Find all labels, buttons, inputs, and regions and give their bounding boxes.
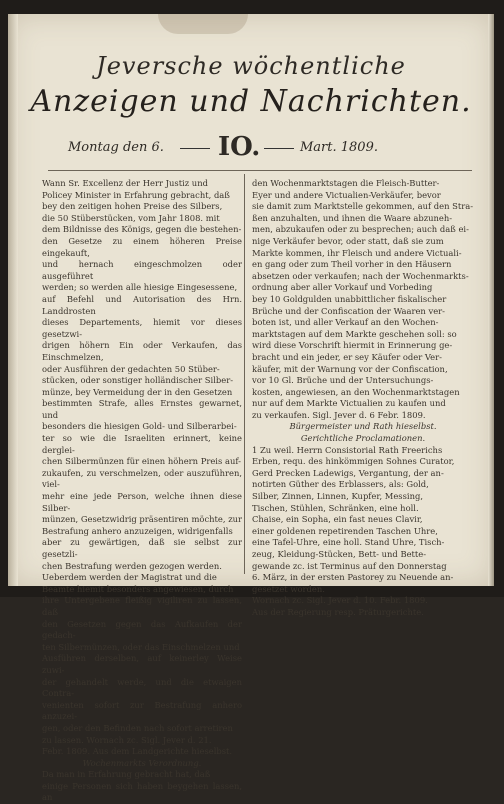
text-line: bey 10 Goldgulden unabbittlicher fiskalischer <box>252 293 447 304</box>
text-line: venienten sofort zur Bestrafung anhero anzuzei- <box>42 699 242 722</box>
text-line: sie damit zum Marktstelle gekommen, auf den Stra- <box>252 201 474 212</box>
header-divider <box>48 170 472 171</box>
text-line: chen Silbermünzen für einen höhern Preis auf- <box>42 456 241 467</box>
text-line: ten Silbermünzen, oder das Einschmelzen und <box>42 641 240 652</box>
text-line: boten ist, und aller Verkauf an den Wochen- <box>252 317 439 328</box>
text-line: notirten Güther des Erblassers, als: Gold, <box>252 479 429 490</box>
text-line: käufer, mit der Warnung vor der Confiscation, <box>252 363 448 374</box>
text-line: den Wochenmarktstagen die Fleisch-Butter- <box>252 178 440 188</box>
text-line: Erben, requ. des hinkömmigen Sohnes Curator, <box>252 456 455 467</box>
text-line: münze, bey Vermeidung der in den Gesetzen <box>42 386 233 397</box>
text-line: den Gesetze zu einem höheren Preise eingekauft, <box>42 235 242 258</box>
masthead-line-1: Jeversche wöchentliche <box>96 52 406 80</box>
text-line: und hernach eingeschmolzen oder ausgeführet <box>42 259 242 281</box>
text-line: einer goldenen repetirenden Taschen Uhre, <box>252 525 438 536</box>
text-line: kosten, angewiesen, an den Wochenmarktstagen <box>252 386 460 397</box>
text-line: ßen anzuhalten, und ihnen die Waare abzuneh- <box>252 212 453 223</box>
text-line: ter so wie die Israeliten erinnert, keine derglei- <box>42 433 242 455</box>
text-line: Wochenmarkts Verordnung. <box>82 757 202 768</box>
text-line: den Gesetzen gegen das Aufkaufen der gedach- <box>42 618 242 641</box>
text-line: absetzen oder verkaufen; nach der Wochenmarkts- <box>252 270 469 281</box>
issue-number: IO. <box>218 132 261 162</box>
text-line: Ausführen derselben, auf keinerley Weise zuwi- <box>42 653 242 675</box>
text-line: 6. März, in der ersten Pastorey zu Neuende an- <box>252 572 454 583</box>
text-line: zu verkaufen. Sigl. Jever d. 6 Febr. 1809. <box>252 409 426 420</box>
text-line: wird diese Vorschrift hiermit in Erinnerung ge- <box>252 340 453 351</box>
text-line: bestimmten Strafe, alles Ernstes gewarnet, und <box>42 398 242 420</box>
text-line: Policey Minister in Erfahrung gebracht, daß <box>42 189 230 200</box>
text-line: dieses Departements, hiemit vor dieses gesetzwi- <box>42 317 242 339</box>
text-line: zeug, Kleidung-Stücken, Bett- und Bette- <box>252 549 427 559</box>
text-line: Silber, Zinnen, Linnen, Kupfer, Messing, <box>252 491 423 502</box>
text-line: münzen, Gesetzwidrig präsentiren möchte, zur <box>42 514 242 525</box>
text-line: ihre Untergebene fleißig vigiliren zu lassen, daß <box>42 595 242 617</box>
dateline-rule-right <box>264 148 294 149</box>
text-line: besonders die hiesigen Gold- und Silberarbei- <box>42 421 237 432</box>
text-line: Wann Sr. Excellenz der Herr Justiz und <box>42 178 208 188</box>
text-line: gen, oder den Befinden nach sofort arretiren <box>42 722 233 733</box>
text-line: ordnung aber aller Vorkauf und Vorbeding <box>252 282 433 293</box>
text-line: bracht und ein jeder, er sey Käufer oder Ver- <box>252 351 442 362</box>
text-line: auf Befehl und Autorisation des Hrn. Landdrosten <box>42 293 242 316</box>
text-line: stücken, oder sonstiger holländischer Silber- <box>42 375 234 386</box>
text-line: zukaufen, zu verschmelzen, oder auszuführen, viel- <box>42 467 242 490</box>
text-line: Wornach zc. Sigl. Jever d. 10. Febr. 1809. <box>252 595 428 606</box>
text-line: der gehandelt werde, und die etwaigen Contra- <box>42 676 242 699</box>
text-line: Febr. 1809. Aus dem Landgerichte hieselbst. <box>42 746 233 757</box>
text-line: Tischen, Stühlen, Schränken, eine holl. <box>252 502 419 513</box>
text-line: drigen höhern Ein oder Verkaufen, das Einschmelzen, <box>42 340 242 362</box>
text-line: die 50 Stüberstücken, vom Jahr 1808. mit <box>42 212 220 223</box>
text-line: Markte kommen, ihr Fleisch und andere Victuali- <box>252 247 462 258</box>
paper-stain <box>158 14 248 34</box>
text-line: Da man in Erfahrung gebracht hat, daß <box>42 769 211 780</box>
text-line: nige Verkäufer bevor, oder statt, daß sie zum <box>252 235 444 246</box>
text-line: bey den zeitigen hohen Preise des Silbers, <box>42 201 223 212</box>
text-line: Brüche und der Confiscation der Waaren ver- <box>252 305 445 316</box>
text-line: chen Bestrafung werden gezogen werden. <box>42 560 222 571</box>
text-line: vor 10 Gl. Brüche und der Untersuchungs- <box>252 375 434 386</box>
text-line: Bürgermeister und Rath hieselbst. <box>289 421 437 432</box>
dateline-rule-left <box>180 148 210 149</box>
text-line: men, abzukaufen oder zu besprechen; auch daß ei- <box>252 224 469 235</box>
text-line: Eyer und andere Victualien-Verkäufer, bevor <box>252 189 441 200</box>
dateline-month-year: Mart. 1809. <box>300 140 378 155</box>
text-line: Beamte hiemit besonders angewiesen, durch <box>42 583 234 594</box>
right-column <box>252 178 474 619</box>
text-line: gewande zc. ist Terminus auf den Donnerstag <box>252 560 447 571</box>
text-line: aber zu gewärtigen, daß sie selbst zur gesetzli- <box>42 537 242 559</box>
dateline <box>68 132 454 162</box>
dateline-day: Montag den 6. <box>68 140 164 155</box>
text-line: werden; so werden alle hiesige Eingesessene, <box>42 282 238 293</box>
masthead-line-2: Anzeigen und Nachrichten. <box>30 84 472 119</box>
text-line: Aus der Regierung resp. Präturgerichte. <box>252 606 424 617</box>
text-line: einige Personen sich haben beygehen lassen, an <box>42 780 242 803</box>
text-line: nur auf dem Markte Victualien zu kaufen und <box>252 398 446 409</box>
text-line: Chaise, ein Sopha, ein fast neues Clavir, <box>252 514 423 525</box>
newspaper-page <box>8 14 494 803</box>
text-line: dem Bildnisse des Königs, gegen die bestehen- <box>42 224 242 235</box>
left-column <box>42 178 242 804</box>
text-line: oder Ausführen der gedachten 50 Stüber- <box>42 363 220 374</box>
text-line: eine Tafel-Uhre, eine holl. Stand Uhre, Tisch- <box>252 537 445 548</box>
text-line: Ueberdem werden der Magistrat und die <box>42 572 217 583</box>
text-line: Bestrafung anhero anzuzeigen, widrigenfalls <box>42 525 233 536</box>
text-line: marktstagen auf dem Markte geschehen soll: so <box>252 328 457 339</box>
text-line: 1 Zu weil. Herrn Consistorial Rath Freerichs <box>252 444 443 455</box>
text-line: gesetzet worden. <box>252 583 325 594</box>
text-line: Gerd Precken Ladewigs, Vergantung, der an- <box>252 467 444 478</box>
text-line: mehr eine jede Person, welche ihnen diese Silber- <box>42 491 242 513</box>
text-line: en gang oder zum Theil vorher in den Häusern <box>252 259 452 270</box>
column-divider <box>244 174 245 574</box>
text-line: zu lassen. Wornach zc. Sigl. Jever d. 21. <box>42 734 212 745</box>
text-line: Gerichtliche Proclamationen. <box>300 433 426 444</box>
